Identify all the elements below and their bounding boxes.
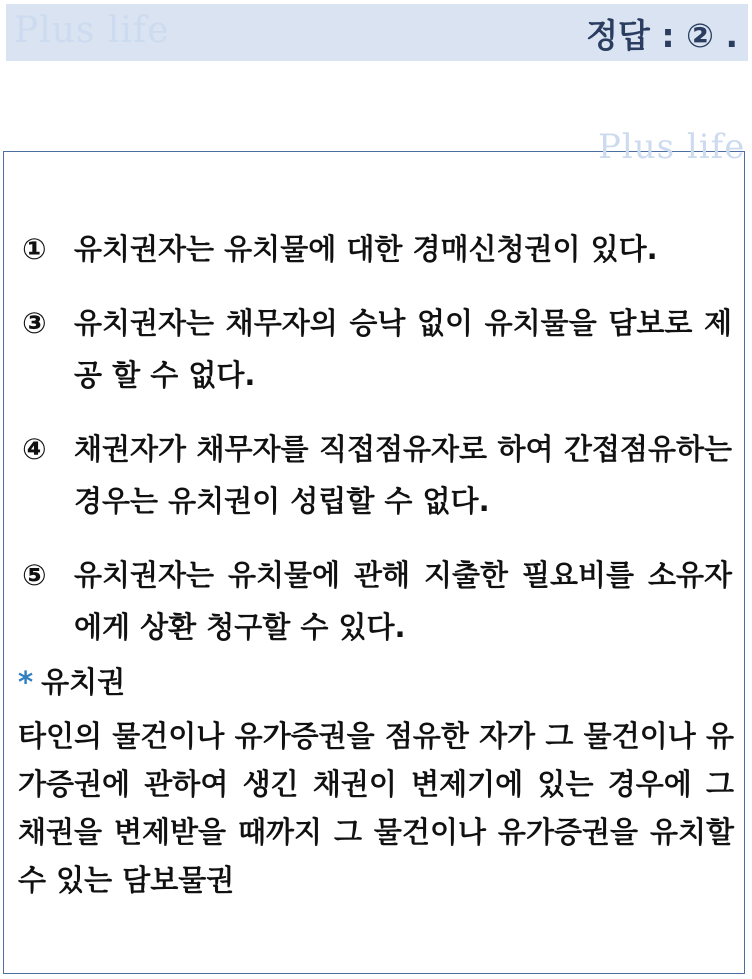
answer-label: 정답 : ② . <box>586 16 738 55</box>
asterisk-icon: * <box>18 665 34 699</box>
option-text: 채권자가 채무자를 직접점유자로 하여 간접점유하는 경우는 유치권이 성립할 수 없다. <box>74 432 732 518</box>
option-1 <box>22 223 742 275</box>
option-number: ④ <box>22 432 47 466</box>
box-watermark: Plus life <box>598 127 746 167</box>
option-5 <box>22 549 742 653</box>
definition-title <box>18 662 125 702</box>
option-4 <box>22 423 742 527</box>
option-3 <box>22 297 742 401</box>
option-number: ③ <box>22 306 47 340</box>
header-watermark: Plus life <box>14 10 170 51</box>
option-number: ⑤ <box>22 558 47 592</box>
options-list <box>22 223 742 675</box>
option-text: 유치권자는 유치물에 관해 지출한 필요비를 소유자에게 상환 청구할 수 있다. <box>74 558 732 644</box>
option-text: 유치권자는 채무자의 승낙 없이 유치물을 담보로 제공 할 수 없다. <box>74 306 732 392</box>
option-text: 유치권자는 유치물에 대한 경매신청권이 있다. <box>74 232 658 266</box>
definition-body: 타인의 물건이나 유가증권을 점유한 자가 그 물건이나 유가증권에 관하여 생긴 채권이 변제기에 있는 경우에 그 채권을 변제받을 때까지 그 물건이나 유가증권을 유치할 수 있는 담보물권 <box>18 719 734 897</box>
definition-title-text: 유치권 <box>41 665 126 699</box>
option-number: ① <box>22 232 47 266</box>
